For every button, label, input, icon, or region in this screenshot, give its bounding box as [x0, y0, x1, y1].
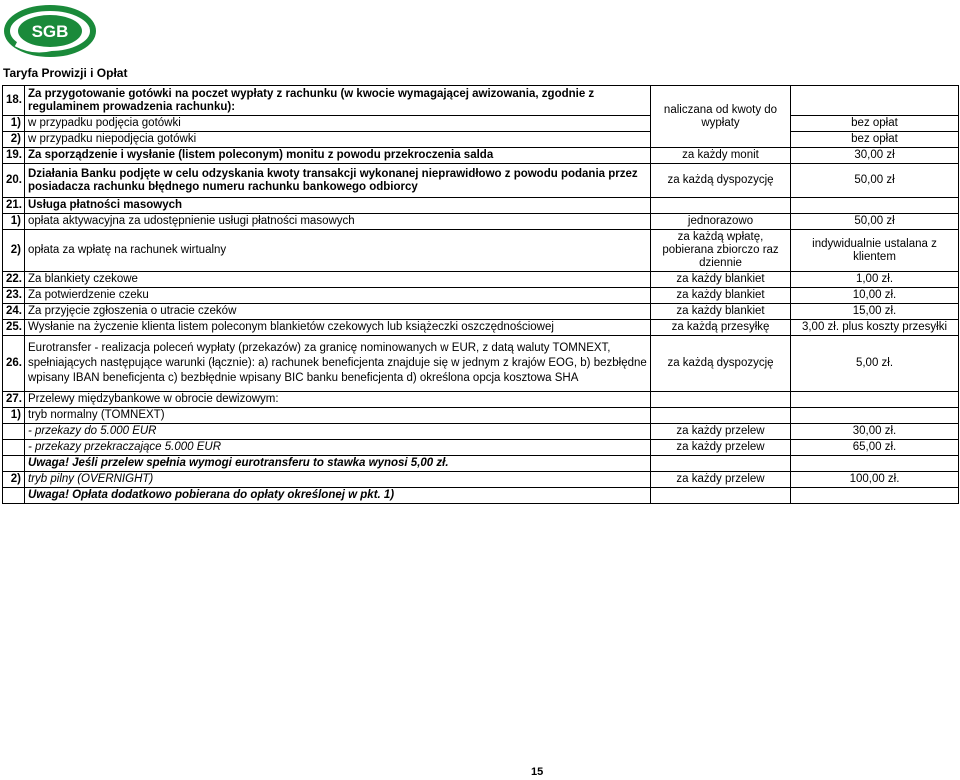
row-basis: za każdy monit: [651, 148, 791, 164]
row-basis: za każdą dyspozycję: [651, 336, 791, 392]
table-row: [3, 336, 959, 392]
row-basis: za każdą dyspozycję: [651, 164, 791, 198]
row-fee: 15,00 zł.: [791, 304, 959, 320]
row-number: 19.: [3, 148, 25, 164]
row-description: Za potwierdzenie czeku: [25, 288, 651, 304]
row-fee: indywidualnie ustalana z klientem: [791, 230, 959, 272]
table-row: [3, 408, 959, 424]
row-number: 2): [3, 132, 25, 148]
row-description: Działania Banku podjęte w celu odzyskania kwoty transakcji wykonanej nieprawidłowo z powodu podania przez posiadacza rachunku błędnego numeru rachunku bankowego odbiorcy: [25, 164, 651, 198]
row-fee: 50,00 zł: [791, 214, 959, 230]
row-basis: za każdą przesyłkę: [651, 320, 791, 336]
table-row: [3, 86, 959, 116]
row-fee: 50,00 zł: [791, 164, 959, 198]
row-number: 20.: [3, 164, 25, 198]
table-row: [3, 488, 959, 504]
table-row: [3, 132, 959, 148]
table-row: [3, 456, 959, 472]
row-number: 27.: [3, 392, 25, 408]
document-title: Taryfa Prowizji i Opłat: [3, 66, 128, 80]
row-note: Uwaga! Jeśli przelew spełnia wymogi eurotransferu to stawka wynosi 5,00 zł.: [25, 456, 651, 472]
row-fee: 30,00 zł.: [791, 424, 959, 440]
row-number: 23.: [3, 288, 25, 304]
row-basis: za każdy blankiet: [651, 288, 791, 304]
row-number: 24.: [3, 304, 25, 320]
row-basis: za każdy przelew: [651, 424, 791, 440]
row-basis: za każdą wpłatę, pobierana zbiorczo raz dziennie: [651, 230, 791, 272]
table-row: [3, 214, 959, 230]
row-description: - przekazy przekraczające 5.000 EUR: [25, 440, 651, 456]
table-row: [3, 424, 959, 440]
row-number: 1): [3, 214, 25, 230]
table-row: [3, 320, 959, 336]
row-basis: za każdy przelew: [651, 440, 791, 456]
row-number: 2): [3, 472, 25, 488]
table-row: [3, 288, 959, 304]
table-row: [3, 198, 959, 214]
row-description: Za przygotowanie gotówki na poczet wypłaty z rachunku (w kwocie wymagającej awizowania, zgodnie z regulaminem prowadzenia rachunku):: [25, 86, 651, 116]
table-row: [3, 272, 959, 288]
table-row: [3, 304, 959, 320]
row-description: Za blankiety czekowe: [25, 272, 651, 288]
row-fee: 100,00 zł.: [791, 472, 959, 488]
row-description: tryb normalny (TOMNEXT): [25, 408, 651, 424]
row-description: Przelewy międzybankowe w obrocie dewizowym:: [25, 392, 651, 408]
row-number: 18.: [3, 86, 25, 116]
table-row: [3, 472, 959, 488]
row-basis: naliczana od kwoty do wypłaty: [651, 86, 791, 148]
row-description: Eurotransfer - realizacja poleceń wypłaty (przekazów) za granicę nominowanych w EUR, z datą waluty TOMNEXT, spełniających następujące warunki (łącznie): a) rachunek beneficjenta znajduje się w jednym z krajów EOG, b) bezbłędne wpisany IBAN beneficjenta c) bezbłędnie wpisany BIC banku beneficjenta d) określona opcja kosztowa SHA: [25, 336, 651, 392]
row-fee: 5,00 zł.: [791, 336, 959, 392]
row-basis: za każdy blankiet: [651, 272, 791, 288]
row-basis: jednorazowo: [651, 214, 791, 230]
row-fee: 30,00 zł: [791, 148, 959, 164]
row-description: Wysłanie na życzenie klienta listem poleconym blankietów czekowych lub książeczki oszczędnościowej: [25, 320, 651, 336]
row-number: 1): [3, 408, 25, 424]
row-fee: 3,00 zł. plus koszty przesyłki: [791, 320, 959, 336]
row-description: w przypadku niepodjęcia gotówki: [25, 132, 651, 148]
row-description: Usługa płatności masowych: [25, 198, 651, 214]
row-number: 2): [3, 230, 25, 272]
row-number: 26.: [3, 336, 25, 392]
row-description: w przypadku podjęcia gotówki: [25, 116, 651, 132]
row-fee: bez opłat: [791, 132, 959, 148]
row-number: 1): [3, 116, 25, 132]
logo-text: SGB: [31, 22, 69, 41]
row-description: - przekazy do 5.000 EUR: [25, 424, 651, 440]
row-description: opłata za wpłatę na rachunek wirtualny: [25, 230, 651, 272]
row-number: 21.: [3, 198, 25, 214]
table-row: [3, 230, 959, 272]
row-fee: bez opłat: [791, 116, 959, 132]
row-fee: 65,00 zł.: [791, 440, 959, 456]
table-row: [3, 148, 959, 164]
table-row: [3, 116, 959, 132]
row-number: 22.: [3, 272, 25, 288]
row-note: Uwaga! Opłata dodatkowo pobierana do opłaty określonej w pkt. 1): [25, 488, 651, 504]
row-number: 25.: [3, 320, 25, 336]
row-basis: za każdy blankiet: [651, 304, 791, 320]
row-description: tryb pilny (OVERNIGHT): [25, 472, 651, 488]
sgb-logo: [4, 4, 96, 58]
table-row: [3, 392, 959, 408]
table-row: [3, 164, 959, 198]
row-description: Za przyjęcie zgłoszenia o utracie czeków: [25, 304, 651, 320]
row-basis: za każdy przelew: [651, 472, 791, 488]
page-number: 15: [531, 766, 544, 778]
table-row: [3, 440, 959, 456]
row-description: Za sporządzenie i wysłanie (listem poleconym) monitu z powodu przekroczenia salda: [25, 148, 651, 164]
row-description: opłata aktywacyjna za udostępnienie usługi płatności masowych: [25, 214, 651, 230]
row-fee: 10,00 zł.: [791, 288, 959, 304]
row-fee: 1,00 zł.: [791, 272, 959, 288]
fee-table: [2, 85, 959, 504]
